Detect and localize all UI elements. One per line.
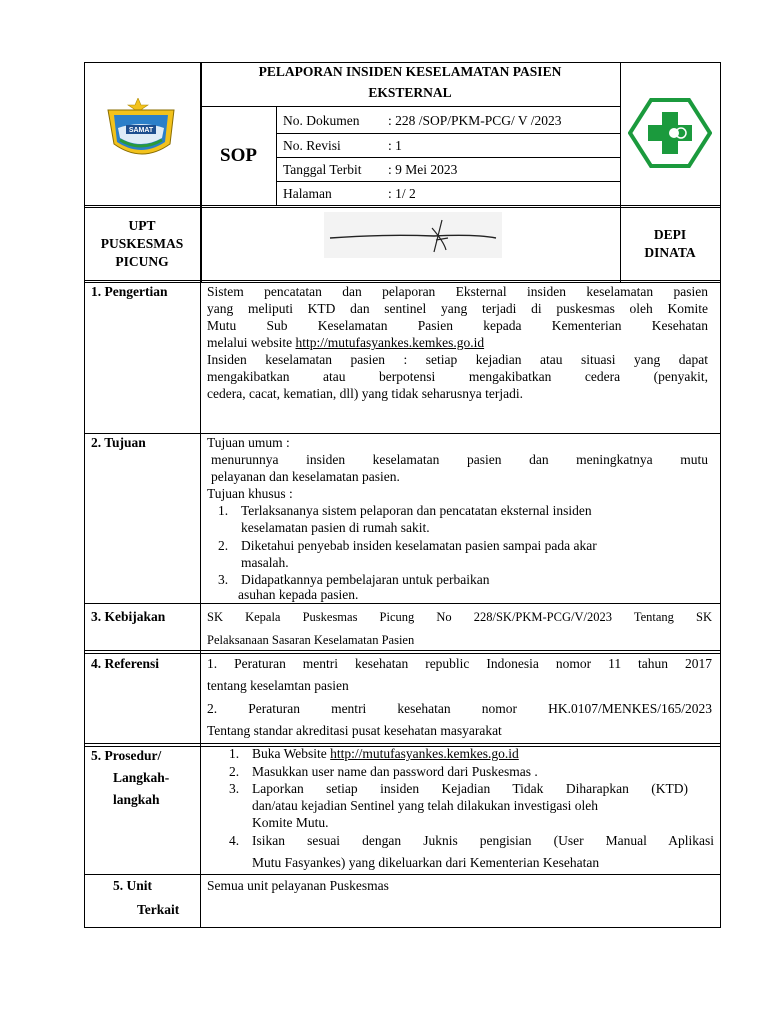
tujuan-khusus-1-line1: Terlaksananya sistem pelaporan dan pencatatan eksternal insiden [241, 503, 592, 518]
regency-logo [104, 98, 180, 164]
prosedur-step-3-line1: Laporkan setiap insiden Kejadian Tidak Diharapkan (KTD) [252, 781, 688, 796]
sop-label: SOP [220, 145, 257, 166]
section-label-prosedur-2: Langkah- [113, 770, 170, 785]
section-label-pengertian: 1. Pengertian [91, 284, 168, 299]
section-label-unit-2: Terkait [137, 902, 180, 917]
prosedur-step-1-num: 1. [229, 746, 240, 761]
referensi-line2: tentang keselamtan pasien [207, 678, 349, 693]
referensi-line1: 1. Peraturan mentri kesehatan republic Indonesia nomor 11 tahun 2017 [207, 656, 712, 671]
pengertian-line7: cedera, cacat, kematian, dll) yang tidak seharusnya terjadi. [207, 386, 523, 401]
prosedur-step-1-text: Buka Website [252, 746, 331, 761]
kebijakan-line2: Pelaksanaan Sasaran Keselamatan Pasien [207, 633, 415, 647]
tujuan-umum-line2: pelayanan dan keselamatan pasien. [211, 469, 400, 484]
meta-value-revision: : 1 [388, 138, 402, 153]
head-name-line2: DINATA [644, 245, 696, 260]
meta-label-revision: No. Revisi [283, 138, 341, 153]
meta-value-document-number: : 228 /SOP/PKM-PCG/ V /2023 [388, 113, 562, 128]
pengertian-line3: Mutu Sub Keselamatan Pasien kepada Kementerian Kesehatan [207, 318, 708, 333]
referensi-line4: Tentang standar akreditasi pusat kesehatan masyarakat [207, 723, 502, 738]
svg-text:SAMAT: SAMAT [128, 127, 154, 134]
document-title-line2: EKSTERNAL [368, 85, 452, 100]
regency-coat-of-arms-icon [104, 98, 180, 164]
section-label-referensi: 4. Referensi [91, 656, 159, 671]
tujuan-umum-line1: menurunnya insiden keselamatan pasien dan meningkatnya mutu [211, 452, 708, 467]
meta-value-page: : 1/ 2 [388, 186, 416, 201]
kebijakan-line1: SK Kepala Puskesmas Picung No 228/SK/PKM-PCG/V/2023 Tentang SK [207, 610, 712, 624]
tujuan-khusus-1-line2: keselamatan pasien di rumah sakit. [241, 520, 430, 535]
section-label-tujuan: 2. Tujuan [91, 435, 146, 450]
meta-value-issue-date: : 9 Mei 2023 [388, 162, 458, 177]
document-title-line1: PELAPORAN INSIDEN KESELAMATAN PASIEN [258, 64, 562, 79]
tujuan-khusus-2-line1: Diketahui penyebab insiden keselamatan pasien sampai pada akar [241, 538, 597, 553]
tujuan-khusus-3-num: 3. [218, 572, 229, 587]
tujuan-khusus-title: Tujuan khusus : [207, 486, 293, 501]
pengertian-line5: Insiden keselamatan pasien : setiap kejadian atau situasi yang dapat [207, 352, 708, 367]
section-label-unit-1: 5. Unit [113, 878, 153, 893]
pengertian-line4-text: melalui website [207, 335, 296, 350]
org-name-line3: PICUNG [115, 254, 169, 269]
signature [324, 212, 502, 258]
tujuan-khusus-3-line1: Didapatkannya pembelajaran untuk perbaikan [241, 572, 490, 587]
mutu-fasyankes-link[interactable]: http://mutufasyankes.kemkes.go.id [295, 335, 485, 350]
mutu-fasyankes-link-2[interactable]: http://mutufasyankes.kemkes.go.id [330, 746, 519, 761]
prosedur-step-4-line1: Isikan sesuai dengan Juknis pengisian (User Manual Aplikasi [252, 833, 714, 848]
org-name-line1: UPT [128, 218, 156, 233]
unit-terkait-text: Semua unit pelayanan Puskesmas [207, 878, 389, 893]
head-name-line1: DEPI [653, 227, 687, 242]
org-name-line2: PUSKESMAS [100, 236, 184, 251]
prosedur-step-4-num: 4. [229, 833, 240, 848]
section-label-prosedur-1: 5. Prosedur/ [91, 748, 162, 763]
pengertian-line2: yang meliputi KTD dan sentinel yang terjadi di puskesmas oleh Komite [207, 301, 708, 316]
meta-label-issue-date: Tanggal Terbit [283, 162, 362, 177]
tujuan-khusus-2-num: 2. [218, 538, 229, 553]
prosedur-step-2-num: 2. [229, 764, 240, 779]
tujuan-khusus-1-num: 1. [218, 503, 229, 518]
prosedur-step-2: Masukkan user name dan password dari Puskesmas . [252, 764, 538, 779]
section-label-prosedur-3: langkah [113, 792, 160, 807]
referensi-line3: 2. Peraturan mentri kesehatan nomor HK.0107/MENKES/165/2023 [207, 701, 712, 716]
prosedur-step-1 [252, 746, 519, 762]
meta-label-page: Halaman [283, 186, 332, 201]
pengertian-line1: Sistem pencatatan dan pelaporan Eksternal insiden keselamatan pasien [207, 284, 708, 299]
tujuan-khusus-3-line2: asuhan kepada pasien. [238, 587, 359, 602]
meta-label-document-number: No. Dokumen [283, 113, 360, 128]
section-label-kebijakan: 3. Kebijakan [91, 609, 166, 624]
prosedur-step-3-line2: dan/atau kejadian Sentinel yang telah dilakukan investigasi oleh [252, 798, 599, 813]
tujuan-umum-title: Tujuan umum : [207, 435, 290, 450]
prosedur-step-4-line2: Mutu Fasyankes) yang dikeluarkan dari Kementerian Kesehatan [252, 855, 600, 870]
puskesmas-cross-logo-icon [628, 98, 712, 168]
pengertian-line6: mengakibatkan atau berpotensi mengakibatkan cedera (penyakit, [207, 369, 708, 384]
tujuan-khusus-2-line2: masalah. [241, 555, 289, 570]
puskesmas-logo [628, 98, 712, 168]
prosedur-step-3-line3: Komite Mutu. [252, 815, 329, 830]
prosedur-step-3-num: 3. [229, 781, 240, 796]
pengertian-line4 [207, 335, 484, 351]
